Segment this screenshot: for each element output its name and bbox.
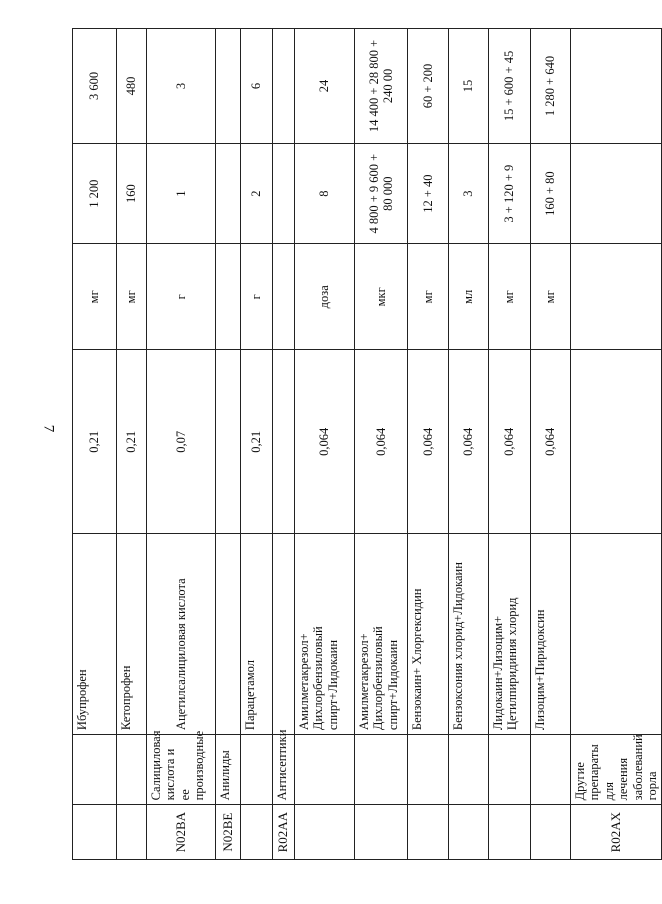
unit-value: мг	[117, 244, 147, 350]
total-value: 15 + 600 + 45	[489, 29, 531, 144]
unit-value	[273, 244, 295, 350]
group-name: Другие препараты для лечения заболеваний горла	[571, 735, 662, 805]
total-value	[571, 29, 662, 144]
atc-code	[117, 805, 147, 860]
group-name: Салициловая кислота и ее производные	[147, 735, 216, 805]
drug-name: Ацетилсалициловая кислота	[147, 534, 216, 735]
drug-name: Бензокаин+ Хлоргексидин	[408, 534, 449, 735]
group-name	[73, 735, 117, 805]
unit-value: мл	[449, 244, 489, 350]
total-value: 1 280 + 640	[531, 29, 571, 144]
factor-value: 0,21	[117, 350, 147, 534]
table-row	[295, 29, 355, 860]
atc-code	[531, 805, 571, 860]
factor-value: 0,064	[408, 350, 449, 534]
factor-value: 0,064	[531, 350, 571, 534]
table-stage	[72, 28, 659, 860]
ddd-value: 2	[241, 143, 273, 243]
total-value	[216, 29, 241, 144]
drug-name	[216, 534, 241, 735]
unit-value: г	[147, 244, 216, 350]
ddd-value: 8	[295, 143, 355, 243]
total-value: 3 600	[73, 29, 117, 144]
ddd-value: 3	[449, 143, 489, 243]
factor-value: 0,064	[449, 350, 489, 534]
drug-name: Лидокаин+Лизоцим+ Цетилпиридиния хлорид	[489, 534, 531, 735]
atc-code: R02AA	[273, 805, 295, 860]
drug-name: Бензоксония хлорид+Лидокаин	[449, 534, 489, 735]
ddd-value	[273, 143, 295, 243]
factor-value: 0,064	[295, 350, 355, 534]
unit-value: мкг	[355, 244, 408, 350]
factor-value	[273, 350, 295, 534]
ddd-value: 160	[117, 143, 147, 243]
group-name	[531, 735, 571, 805]
unit-value: мг	[73, 244, 117, 350]
unit-value	[571, 244, 662, 350]
factor-value	[571, 350, 662, 534]
drug-table	[72, 28, 662, 860]
table-row	[216, 29, 241, 860]
atc-code	[449, 805, 489, 860]
unit-value: мг	[408, 244, 449, 350]
drug-name: Лизоцим+Пиридоксин	[531, 534, 571, 735]
atc-code	[241, 805, 273, 860]
ddd-value: 1	[147, 143, 216, 243]
ddd-value: 4 800 + 9 600 + 80 000	[355, 143, 408, 243]
table-row	[489, 29, 531, 860]
table-row	[273, 29, 295, 860]
table-row	[531, 29, 571, 860]
total-value	[273, 29, 295, 144]
group-name	[117, 735, 147, 805]
ddd-value: 1 200	[73, 143, 117, 243]
unit-value: мг	[531, 244, 571, 350]
atc-code: N02BA	[147, 805, 216, 860]
atc-code	[73, 805, 117, 860]
group-name: Антисептики	[273, 735, 295, 805]
total-value: 15	[449, 29, 489, 144]
table-row	[449, 29, 489, 860]
group-name	[355, 735, 408, 805]
drug-name	[571, 534, 662, 735]
ddd-value: 12 + 40	[408, 143, 449, 243]
factor-value: 0,07	[147, 350, 216, 534]
factor-value: 0,21	[241, 350, 273, 534]
drug-name: Амилметакрезол+ Дихлорбензиловый спирт+Лидокаин	[295, 534, 355, 735]
total-value: 24	[295, 29, 355, 144]
table-row	[571, 29, 662, 860]
group-name	[449, 735, 489, 805]
atc-code: R02AX	[571, 805, 662, 860]
factor-value: 0,064	[489, 350, 531, 534]
unit-value	[216, 244, 241, 350]
ddd-value: 3 + 120 + 9	[489, 143, 531, 243]
drug-name: Кетопрофен	[117, 534, 147, 735]
total-value: 3	[147, 29, 216, 144]
table-row	[355, 29, 408, 860]
atc-code	[295, 805, 355, 860]
unit-value: мг	[489, 244, 531, 350]
group-name: Анилиды	[216, 735, 241, 805]
factor-value	[216, 350, 241, 534]
atc-code	[355, 805, 408, 860]
unit-value: доза	[295, 244, 355, 350]
group-name	[489, 735, 531, 805]
group-name	[241, 735, 273, 805]
unit-value: г	[241, 244, 273, 350]
drug-name: Ибупрофен	[73, 534, 117, 735]
ddd-value	[571, 143, 662, 243]
drug-name	[273, 534, 295, 735]
atc-code	[489, 805, 531, 860]
drug-name: Парацетамол	[241, 534, 273, 735]
table-row	[408, 29, 449, 860]
table-row	[73, 29, 117, 860]
factor-value: 0,21	[73, 350, 117, 534]
table-row	[117, 29, 147, 860]
total-value: 6	[241, 29, 273, 144]
factor-value: 0,064	[355, 350, 408, 534]
ddd-value	[216, 143, 241, 243]
atc-code	[408, 805, 449, 860]
atc-code: N02BE	[216, 805, 241, 860]
total-value: 14 400 + 28 800 + 240 00	[355, 29, 408, 144]
page-number: 7	[40, 424, 57, 433]
total-value: 60 + 200	[408, 29, 449, 144]
group-name	[408, 735, 449, 805]
drug-name: Амилметакрезол+ Дихлорбензиловый спирт+Лидокаин	[355, 534, 408, 735]
table-row	[241, 29, 273, 860]
total-value: 480	[117, 29, 147, 144]
table-row	[147, 29, 216, 860]
group-name	[295, 735, 355, 805]
ddd-value: 160 + 80	[531, 143, 571, 243]
